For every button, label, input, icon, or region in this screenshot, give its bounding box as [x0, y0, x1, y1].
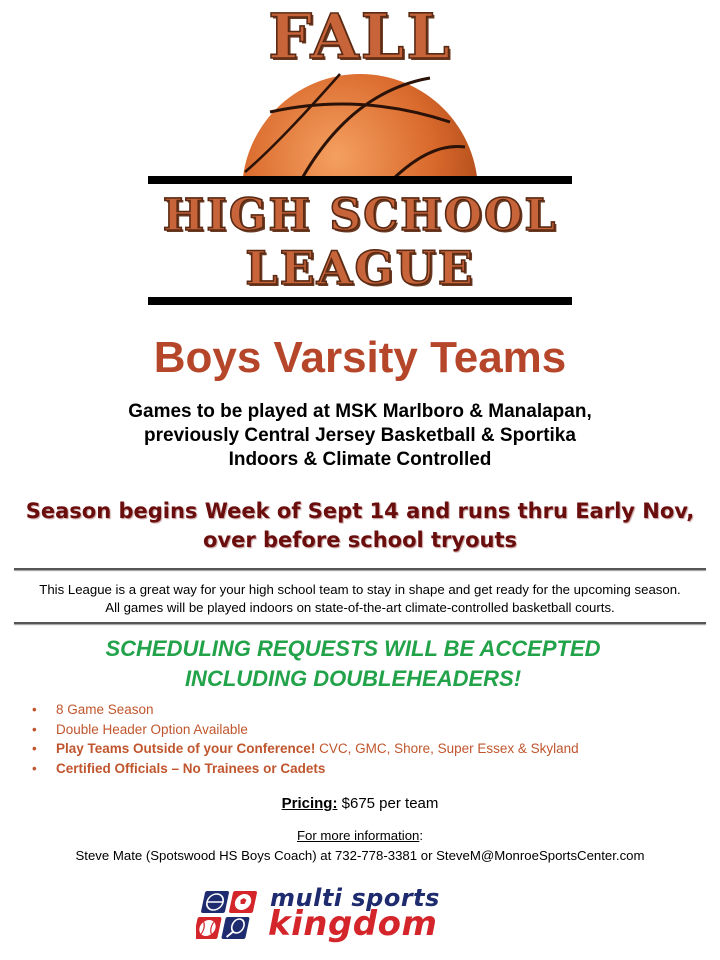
- scheduling-line-1: SCHEDULING REQUESTS WILL BE ACCEPTED: [105, 636, 601, 661]
- feature-text: 8 Game Season: [56, 702, 154, 717]
- venue-info: [0, 400, 720, 472]
- basketball-icon: [240, 72, 480, 180]
- pricing-value: $675 per team: [337, 795, 439, 812]
- logo-sports-icons: [196, 888, 262, 942]
- logo-text-multi-sports: multi sports: [270, 884, 440, 912]
- divider-line-upper: [14, 568, 706, 570]
- scheduling-line-2: INCLUDING DOUBLEHEADERS!: [184, 666, 522, 691]
- logo-text-kingdom: kingdom: [268, 904, 438, 944]
- description-line-1: This League is a great way for your high school team to stay in shape and get ready for the upcoming season.: [39, 582, 681, 597]
- feature-text-bold: Certified Officials – No Trainees or Cadets: [56, 760, 326, 776]
- description-line-2: All games will be played indoors on state-of-the-art climate-controlled basketball courts.: [105, 600, 615, 615]
- contact-details: Steve Mate (Spotswood HS Boys Coach) at 732-778-3381 or SteveM@MonroeSportsCenter.com: [75, 848, 645, 863]
- msk-logo: [196, 886, 496, 944]
- title-league: LEAGUE: [245, 241, 475, 295]
- season-line-2: over before school tryouts: [202, 528, 518, 552]
- divider-line-lower: [14, 622, 706, 624]
- venue-line-2: previously Central Jersey Basketball & Sportika: [144, 425, 576, 446]
- list-item: [32, 739, 579, 759]
- league-description: [0, 581, 720, 617]
- bottom-divider-bar: [148, 297, 572, 305]
- feature-list: [32, 700, 579, 778]
- feature-text: Double Header Option Available: [56, 721, 248, 737]
- scheduling-notice: [0, 634, 706, 694]
- venue-line-1: Games to be played at MSK Marlboro & Manalapan,: [128, 401, 592, 422]
- contact-colon: :: [419, 828, 424, 843]
- contact-heading: For more information: [296, 828, 420, 843]
- feature-text: CVC, GMC, Shore, Super Essex & Skyland: [315, 741, 579, 756]
- venue-line-3: Indoors & Climate Controlled: [228, 449, 492, 470]
- list-item: [32, 759, 579, 779]
- top-divider-bar: [148, 176, 572, 184]
- title-high-school: HIGH SCHOOL: [162, 190, 558, 241]
- title-fall: FALL: [268, 0, 452, 73]
- feature-text-bold: Play Teams Outside of your Conference!: [56, 741, 316, 756]
- season-line-1: Season begins Week of Sept 14 and runs thru Early Nov,: [25, 499, 695, 523]
- pricing-label: Pricing:: [281, 795, 338, 812]
- contact-info: [0, 826, 720, 866]
- list-item: [32, 720, 579, 740]
- list-item: [32, 700, 579, 720]
- pricing: [0, 794, 720, 814]
- season-dates: [0, 497, 720, 555]
- subtitle-boys-varsity: Boys Varsity Teams: [153, 333, 567, 382]
